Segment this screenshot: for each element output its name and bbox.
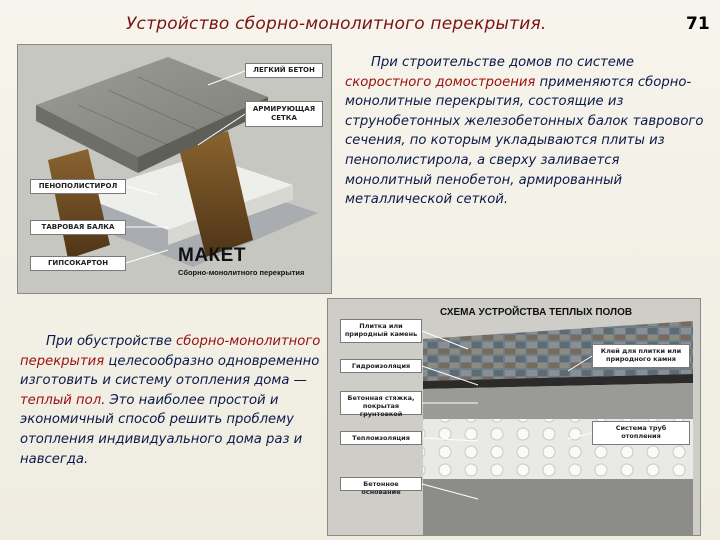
paragraph-bottom-highlight-1: сборно-монолитного перекрытия — [20, 334, 321, 369]
callout-screed: Бетонная стяжка, покрытая грунтовкой — [340, 391, 422, 415]
callout-pipes: Система труб отопления — [592, 421, 690, 445]
callout-base: Бетонное основание — [340, 477, 422, 491]
callout-light-concrete: ЛЕГКИЙ БЕТОН — [245, 63, 323, 78]
paragraph-bottom-seg-5: . Это наиболее простой и экономичный способ решить проблему отопления индивидуального дома раз и навсегда. — [20, 392, 303, 467]
page-number: 71 — [686, 14, 710, 34]
callout-tile: Плитка или природный камень — [340, 319, 422, 343]
model-subheading: Сборно-монолитного перекрытия — [178, 268, 305, 277]
warm-floor-figure — [327, 298, 701, 536]
paragraph-bottom-seg-1: При обустройстве — [46, 334, 177, 349]
callout-waterproofing: Гидроизоляция — [340, 359, 422, 373]
callout-tee-beam: ТАВРОВАЯ БАЛКА — [30, 220, 126, 235]
callout-reinforcing-mesh: АРМИРУЮЩАЯ СЕТКА — [245, 101, 323, 127]
paragraph-top-seg-3: применяются сборно-монолитные перекрытия, состоящие из струнобетонных железобетонных балок таврового сечения, по которым укладываются плиты из пенополистирола, а сверху заливается монолитный пенобетон, армированный металлической сеткой. — [345, 74, 704, 208]
model-heading: МАКЕТ — [178, 245, 246, 266]
paragraph-bottom-highlight-2: теплый пол — [20, 392, 102, 408]
paragraph-bottom — [20, 332, 325, 469]
page-title: Устройство сборно-монолитного перекрытия. — [126, 14, 547, 34]
paragraph-top-seg-1: При строительстве домов по системе — [371, 55, 634, 70]
callout-insulation: Теплоизоляция — [340, 431, 422, 445]
paragraph-bottom-seg-3: целесообразно одновременно изготовить и систему отопления дома — — [20, 353, 320, 389]
callout-drywall: ГИПСОКАРТОН — [30, 256, 126, 271]
callout-polystyrene: ПЕНОПОЛИСТИРОЛ — [30, 179, 126, 194]
warm-floor-heading: СХЕМА УСТРОЙСТВА ТЕПЛЫХ ПОЛОВ — [440, 307, 633, 318]
paragraph-top — [345, 53, 705, 210]
model-figure — [17, 44, 332, 294]
paragraph-top-highlight: скоростного домостроения — [345, 74, 536, 90]
callout-glue: Клей для плитки или природного камня — [592, 344, 690, 368]
